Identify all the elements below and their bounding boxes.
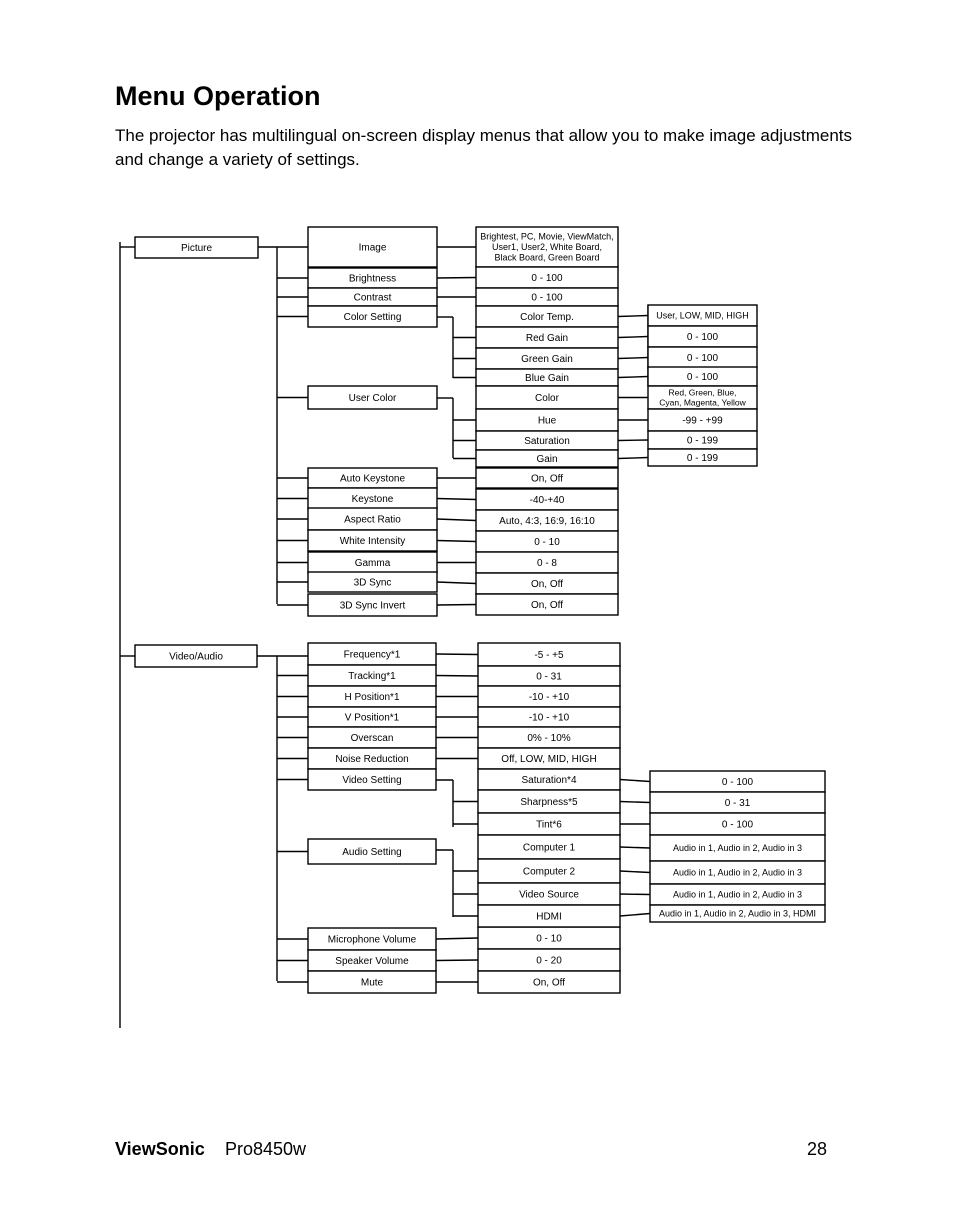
picture-value-7-label: Auto, 4:3, 16:9, 16:10 <box>499 516 595 527</box>
page-number: 28 <box>807 1139 828 1159</box>
footer-brand: ViewSonic <box>115 1139 205 1159</box>
video-setting-value-0-label: 0 - 100 <box>721 777 754 788</box>
page-title: Menu Operation <box>115 81 321 111</box>
video-audio-item-5-label: Noise Reduction <box>335 754 409 765</box>
picture-item-2-label: Contrast <box>353 292 392 304</box>
color-setting-item-0-label: Color Temp. <box>520 312 574 323</box>
video-audio-item-10-label: Mute <box>360 977 384 989</box>
color-setting-value-connector <box>618 337 648 338</box>
picture-value-connector <box>437 519 476 521</box>
audio-setting-value-connector <box>620 914 650 917</box>
audio-setting-value-connector <box>620 894 650 895</box>
video-setting-item-0-label: Saturation*4 <box>521 775 577 786</box>
video-audio-item-3-label: V Position*1 <box>344 712 400 724</box>
video-setting-item-2-label: Tint*6 <box>536 819 562 831</box>
footer-model: Pro8450w <box>225 1139 307 1159</box>
video-audio-value-10-label: On, Off <box>532 977 566 989</box>
audio-setting-value-connector <box>620 847 650 848</box>
picture-value-10-label: On, Off <box>530 579 564 590</box>
video-audio-value-connector <box>436 654 478 655</box>
audio-setting-value-connector <box>620 871 650 873</box>
video-audio-item-9-label: Speaker Volume <box>335 956 409 967</box>
color-setting-value-connector <box>618 358 648 359</box>
user-color-value-3-label: 0 - 199 <box>686 453 719 464</box>
video-setting-value-1-label: 0 - 31 <box>724 798 751 809</box>
color-setting-value-1-label: 0 - 100 <box>686 332 719 343</box>
audio-setting-value-2-label: Audio in 1, Audio in 2, Audio in 3 <box>672 889 803 900</box>
audio-setting-item-2-label: Video Source <box>519 889 579 901</box>
picture-value-connector <box>437 499 476 500</box>
picture-value-9-label: 0 - 8 <box>536 558 558 569</box>
picture-value-0-label: User1, User2, White Board, <box>491 242 603 253</box>
user-color-value-connector <box>618 458 648 459</box>
audio-setting-item-0-label: Computer 1 <box>522 842 576 854</box>
audio-setting-value-3-label: Audio in 1, Audio in 2, Audio in 3, HDMI <box>658 908 817 919</box>
audio-setting-value-1-label: Audio in 1, Audio in 2, Audio in 3 <box>672 867 803 878</box>
picture-value-connector <box>437 278 476 279</box>
video-audio-value-8-label: 0 - 10 <box>536 933 562 945</box>
picture-item-4-label: User Color <box>348 393 397 404</box>
picture-value-2-label: 0 - 100 <box>531 292 563 304</box>
color-setting-item-3-label: Blue Gain <box>525 373 569 384</box>
video-setting-value-2-label: 0 - 100 <box>721 819 754 831</box>
user-color-value-0-label: Cyan, Magenta, Yellow <box>659 397 746 408</box>
color-setting-item-1-label: Red Gain <box>525 333 569 344</box>
video-audio-value-4-label: 0% - 10% <box>527 733 571 744</box>
picture-value-connector <box>437 582 476 584</box>
video-audio-value-0-label: -5 - +5 <box>534 650 564 661</box>
picture-value-11-label: On, Off <box>530 600 564 611</box>
picture-value-connector <box>437 541 476 542</box>
color-setting-value-3-label: 0 - 100 <box>686 372 719 383</box>
color-setting-value-connector <box>618 316 648 317</box>
user-color-value-1-label: -99 - +99 <box>682 415 723 427</box>
video-audio-value-connector <box>436 676 478 677</box>
picture-item-5-label: Auto Keystone <box>339 473 406 485</box>
video-audio-value-3-label: -10 - +10 <box>528 712 570 724</box>
picture-value-0-label: Brightest, PC, Movie, ViewMatch, <box>480 231 614 242</box>
menu-video-audio-label: Video/Audio <box>169 651 223 663</box>
video-audio-value-connector <box>436 938 478 939</box>
video-setting-item-1-label: Sharpness*5 <box>520 797 578 808</box>
color-setting-item-2-label: Green Gain <box>521 354 573 365</box>
video-audio-value-5-label: Off, LOW, MID, HIGH <box>501 754 597 765</box>
picture-item-6-label: Keystone <box>351 494 394 505</box>
user-color-item-2-label: Saturation <box>524 436 570 447</box>
audio-setting-item-3-label: HDMI <box>536 911 562 923</box>
color-setting-value-2-label: 0 - 100 <box>686 353 719 364</box>
intro-paragraph: The projector has multilingual on-screen display menus that allow you to make image adjustments and change a variety of settings. <box>115 126 853 169</box>
user-color-item-0-label: Color <box>535 393 559 404</box>
video-audio-item-8-label: Microphone Volume <box>327 934 417 946</box>
video-audio-value-1-label: 0 - 31 <box>536 671 562 683</box>
audio-setting-value-0-label: Audio in 1, Audio in 2, Audio in 3 <box>672 843 803 854</box>
color-setting-value-connector <box>618 377 648 378</box>
video-audio-value-connector <box>436 960 478 961</box>
picture-item-8-label: White Intensity <box>339 536 406 547</box>
picture-item-1-label: Brightness <box>348 273 397 285</box>
video-audio-item-1-label: Tracking*1 <box>348 671 396 682</box>
user-color-item-1-label: Hue <box>537 415 557 427</box>
video-audio-item-0-label: Frequency*1 <box>343 649 401 661</box>
user-color-value-0-label: Red, Green, Blue, <box>668 387 737 398</box>
video-audio-value-9-label: 0 - 20 <box>536 955 562 967</box>
video-setting-value-connector <box>620 780 650 782</box>
picture-value-5-label: On, Off <box>530 473 564 485</box>
picture-value-1-label: 0 - 100 <box>531 273 563 284</box>
picture-value-0-label: Black Board, Green Board <box>494 252 600 263</box>
menu-picture-label: Picture <box>180 243 213 254</box>
picture-value-8-label: 0 - 10 <box>534 537 560 548</box>
picture-value-connector <box>437 605 476 606</box>
picture-item-7-label: Aspect Ratio <box>344 514 401 526</box>
audio-setting-item-1-label: Computer 2 <box>522 866 576 878</box>
picture-value-6-label: -40-+40 <box>529 495 565 506</box>
picture-item-9-label: Gamma <box>354 558 391 569</box>
video-audio-item-6-label: Video Setting <box>342 775 402 786</box>
user-color-item-3-label: Gain <box>536 454 558 465</box>
video-setting-value-connector <box>620 802 650 803</box>
picture-item-3-label: Color Setting <box>343 312 402 323</box>
user-color-value-2-label: 0 - 199 <box>686 435 719 447</box>
color-setting-value-0-label: User, LOW, MID, HIGH <box>656 310 749 321</box>
user-color-value-connector <box>618 440 648 441</box>
picture-item-10-label: 3D Sync <box>353 577 392 589</box>
picture-item-11-label: 3D Sync Invert <box>339 600 406 612</box>
video-audio-item-4-label: Overscan <box>350 733 394 744</box>
video-audio-item-2-label: H Position*1 <box>344 692 400 703</box>
video-audio-value-2-label: -10 - +10 <box>528 692 570 703</box>
video-audio-item-7-label: Audio Setting <box>342 847 402 858</box>
picture-item-0-label: Image <box>358 242 387 254</box>
